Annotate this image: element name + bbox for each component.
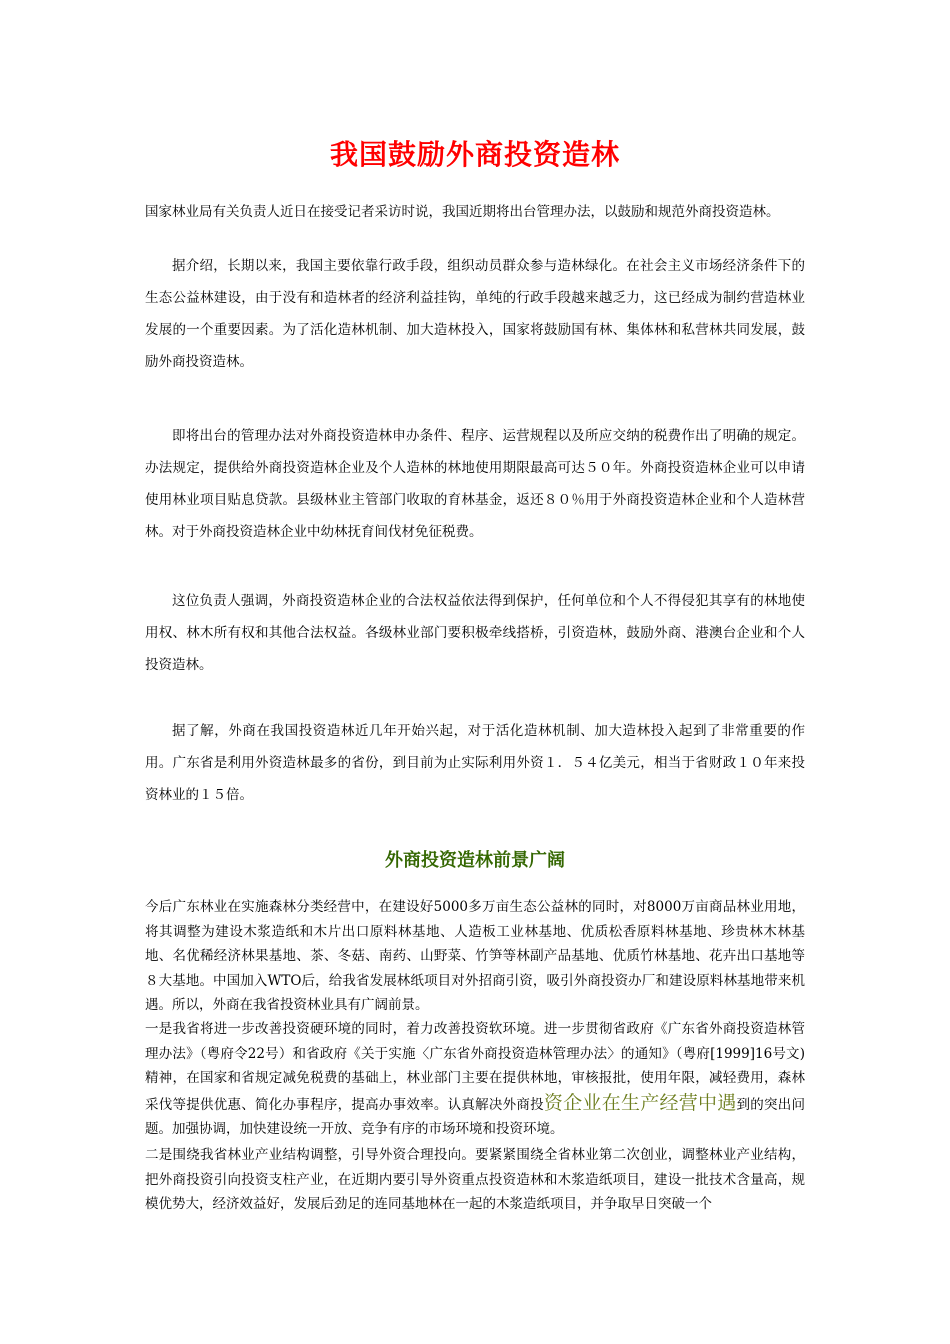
section-title: 外商投资造林前景广阔 — [385, 850, 565, 871]
section-paragraph-1: 今后广东林业在实施森林分类经营中，在建设好5000多万亩生态公益林的同时，对8000万亩商品林业用地，将其调整为建设木浆造纸和木片出口原料林基地、人造板工业林基地、优质松香原料林基地、珍贵林木林基地、名优稀经济林果基地、茶、冬菇、南药、山野菜、竹笋等林副产品基地、优质竹林基地、花卉出口基地等８大基地。中国加入WTO后，给我省发展林纸项目对外招商引资，吸引外商投资办厂和建设原料林基地带来机遇。所以，外商在我省投资林业具有广阔前景。 — [145, 899, 805, 1013]
body-paragraph-3: 这位负责人强调，外商投资造林企业的合法权益依法得到保护，任何单位和个人不得侵犯其享有的林地使用权、林木所有权和其他合法权益。各级林业部门要积极牵线搭桥，引资造林，鼓励外商、港澳台企业和个人投资造林。 — [145, 593, 805, 673]
section-paragraph-2-start: 一是我省将进一步改善投资硬环境的同时，着力改善投资软环境。进一步贯彻省政府《广东省外商投资造林管理办法》（粤府令22号）和省政府《关于实施〈广东省外商投资造林管理办法〉的通知》（粤府[1999]16号文)精神，在国家和省规定减免税费的基础上，林业部门主要在提供林地，审核报批，使用年限，减轻费用，森林采伐等提供优惠、简化办事程序，提高办事效率。认真解决外商投 — [145, 1021, 805, 1113]
section-paragraph-2-end: 到的突出问题。加强协调，加快建设统一开放、竞争有序的市场环境和投资环境。 — [145, 1096, 806, 1137]
article-title: 我国鼓励外商投资造林 — [329, 138, 620, 171]
highlighted-text: 资企业在生产经营中遇 — [543, 1091, 737, 1114]
body-paragraph-1: 据介绍，长期以来，我国主要依靠行政手段，组织动员群众参与造林绿化。在社会主义市场经济条件下的生态公益林建设，由于没有和造林者的经济利益挂钩，单纯的行政手段越来越乏力，这已经成为制约营造林业发展的一个重要因素。为了活化造林机制、加大造林投入，国家将鼓励国有林、集体林和私营林共同发展，鼓励外商投资造林。 — [145, 258, 805, 370]
body-paragraph-2: 即将出台的管理办法对外商投资造林申办条件、程序、运营规程以及所应交纳的税费作出了明确的规定。办法规定，提供给外商投资造林企业及个人造林的林地使用期限最高可达５０年。外商投资造林企业可以申请使用林业项目贴息贷款。县级林业主管部门收取的育林基金，返还８０％用于外商投资造林企业和个人造林营林。对于外商投资造林企业中幼林抚育间伐材免征税费。 — [145, 428, 805, 540]
intro-paragraph: 国家林业局有关负责人近日在接受记者采访时说，我国近期将出台管理办法，以鼓励和规范外商投资造林。 — [145, 204, 780, 220]
section-paragraph-3: 二是围绕我省林业产业结构调整，引导外资合理投向。要紧紧围绕全省林业第二次创业，调整林业产业结构，把外商投资引向投资支柱产业，在近期内要引导外资重点投资造林和木浆造纸项目，建设一批技术含量高，规模优势大，经济效益好，发展后劲足的连同基地林在一起的木浆造纸项目，并争取早日突破一个 — [145, 1147, 805, 1212]
body-paragraph-4: 据了解，外商在我国投资造林近几年开始兴起，对于活化造林机制、加大造林投入起到了非常重要的作用。广东省是利用外资造林最多的省份，到目前为止实际利用外资１．５４亿美元，相当于省财政１０年来投资林业的１５倍。 — [145, 723, 805, 803]
section-paragraph-2 — [145, 1017, 805, 1142]
